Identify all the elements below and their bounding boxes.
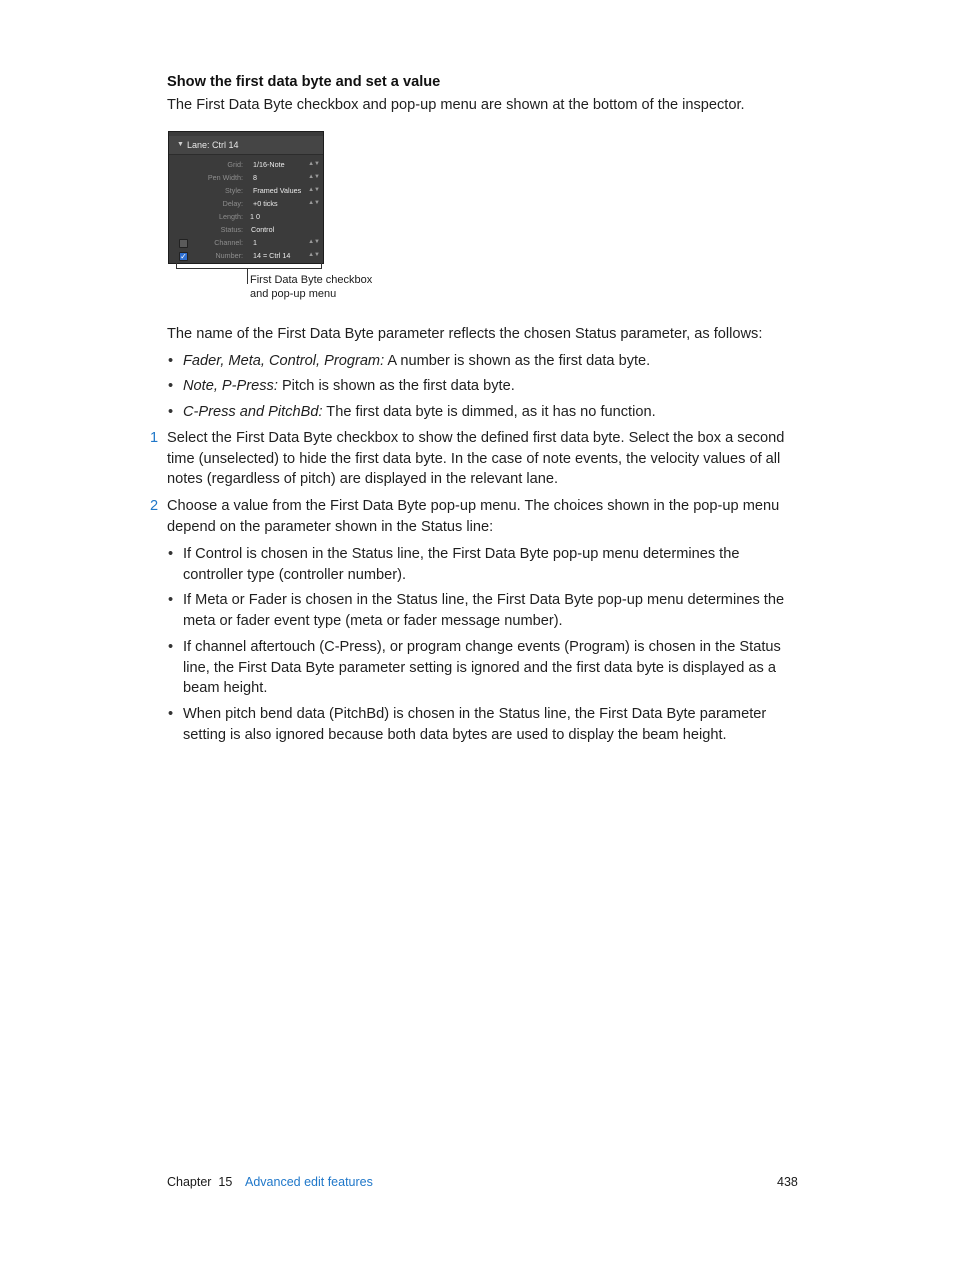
row-label: Channel: [214, 238, 243, 247]
row-value: Control [251, 225, 275, 234]
row-value[interactable]: +0 ticks [253, 199, 278, 208]
callout-line-2: and pop-up menu [250, 288, 337, 300]
chapter-link[interactable]: Advanced edit features [245, 1175, 373, 1189]
step2-bullet-4 [183, 704, 766, 745]
status-bullet-2 [183, 376, 515, 397]
updown-arrows-icon[interactable]: ▲▼ [308, 200, 320, 206]
step-2-text [167, 496, 779, 537]
updown-arrows-icon[interactable]: ▲▼ [308, 239, 320, 245]
bullet-term: Fader, Meta, Control, Program: [183, 353, 385, 369]
text-line: controller type (controller number). [183, 566, 407, 583]
row-value[interactable]: 1 0 [250, 212, 260, 221]
row-value[interactable]: 1 [253, 238, 257, 247]
channel-checkbox[interactable] [179, 239, 188, 248]
bullet-term: Note, P-Press: [183, 378, 278, 394]
row-label: Delay: [222, 199, 243, 208]
lane-title: Lane: Ctrl 14 [187, 140, 239, 150]
bullet-term: C-Press and PitchBd: [183, 404, 323, 420]
bullet-icon: • [168, 546, 174, 562]
status-bullet-1 [183, 351, 650, 372]
page-number: 438 [777, 1175, 798, 1189]
text-line: beam height. [183, 680, 268, 697]
inspector-row-grid[interactable] [169, 158, 323, 171]
text-line: notes (regardless of pitch) are displayed in the relevant lane. [167, 471, 559, 488]
callout-label [250, 273, 372, 301]
bullet-text: Pitch is shown as the first data byte. [277, 378, 515, 394]
row-label: Grid: [227, 160, 243, 169]
bullet-icon: • [168, 378, 174, 394]
step-1-text [167, 428, 784, 490]
text-line: Choose a value from the First Data Byte pop-up menu. The choices shown in the pop-up menu [167, 498, 780, 514]
updown-arrows-icon[interactable]: ▲▼ [308, 174, 320, 180]
bullet-icon: • [168, 404, 174, 420]
inspector-row-status [169, 223, 323, 236]
text-line: If channel aftertouch (C-Press), or program change events (Program) is chosen in the Status [183, 639, 781, 655]
text-line: line, the First Data Byte parameter setting is ignored and the first data byte is displayed as a [183, 659, 776, 676]
step-number: 1 [150, 430, 159, 446]
inspector-row-pen-width[interactable] [169, 171, 323, 184]
status-bullet-3 [183, 402, 656, 423]
section-title: Show the first data byte and set a value [167, 74, 441, 90]
step2-bullet-3 [183, 637, 781, 699]
disclosure-triangle-icon[interactable]: ▼ [177, 141, 184, 148]
text-line: Select the First Data Byte checkbox to show the defined first data byte. Select the box a second [167, 430, 785, 446]
text-line: depend on the parameter shown in the Status line: [167, 518, 494, 535]
bullet-icon: • [168, 592, 174, 608]
step2-bullet-1 [183, 544, 739, 585]
first-data-byte-popup[interactable]: 14 = Ctrl 14 [253, 251, 291, 260]
row-label: Status: [220, 225, 243, 234]
bullet-icon: • [168, 353, 174, 369]
inspector-row-delay[interactable] [169, 197, 323, 210]
updown-arrows-icon[interactable]: ▲▼ [308, 161, 320, 167]
inspector-row-number[interactable] [169, 249, 323, 262]
row-label: Pen Width: [207, 173, 243, 182]
status-intro: The name of the First Data Byte parameter reflects the chosen Status parameter, as follows: [167, 326, 763, 342]
callout-bracket-right [321, 263, 322, 268]
step2-bullet-2 [183, 590, 784, 631]
footer-chapter: Chapter 15 [167, 1175, 233, 1189]
inspector-row-style[interactable] [169, 184, 323, 197]
intro-text: The First Data Byte checkbox and pop-up menu are shown at the bottom of the inspector. [167, 97, 745, 113]
inspector-row-length[interactable] [169, 210, 323, 223]
row-label: Number: [215, 251, 243, 260]
lane-header[interactable] [169, 136, 323, 155]
text-line: If Meta or Fader is chosen in the Status line, the First Data Byte pop-up menu determines the [183, 592, 785, 608]
callout-line-1: First Data Byte checkbox [250, 274, 373, 286]
step-number: 2 [150, 498, 159, 514]
row-value[interactable]: 1/16-Note [253, 160, 285, 169]
updown-arrows-icon[interactable]: ▲▼ [308, 187, 320, 193]
bullet-text: A number is shown as the first data byte. [384, 353, 651, 369]
inspector-screenshot [168, 131, 324, 264]
bullet-text: The first data byte is dimmed, as it has no function. [322, 404, 656, 420]
callout-line [247, 268, 248, 284]
bullet-icon: • [168, 639, 174, 655]
text-line: time (unselected) to hide the first data byte. In the case of note events, the velocity values of all [167, 450, 781, 467]
first-data-byte-checkbox[interactable]: ✓ [180, 252, 187, 261]
text-line: meta or fader event type (meta or fader message number). [183, 612, 563, 629]
callout-bracket [176, 268, 322, 269]
row-label: Length: [219, 212, 243, 221]
row-label: Style: [225, 186, 243, 195]
row-value[interactable]: 8 [253, 173, 257, 182]
row-value[interactable]: Framed Values [253, 186, 302, 195]
text-line: setting is also ignored because both data bytes are used to display the beam height. [183, 726, 727, 743]
updown-arrows-icon[interactable]: ▲▼ [308, 252, 320, 258]
text-line: If Control is chosen in the Status line, the First Data Byte pop-up menu determines the [183, 546, 740, 562]
text-line: When pitch bend data (PitchBd) is chosen in the Status line, the First Data Byte parameter [183, 706, 767, 722]
bullet-icon: • [168, 706, 174, 722]
inspector-row-channel[interactable] [169, 236, 323, 249]
